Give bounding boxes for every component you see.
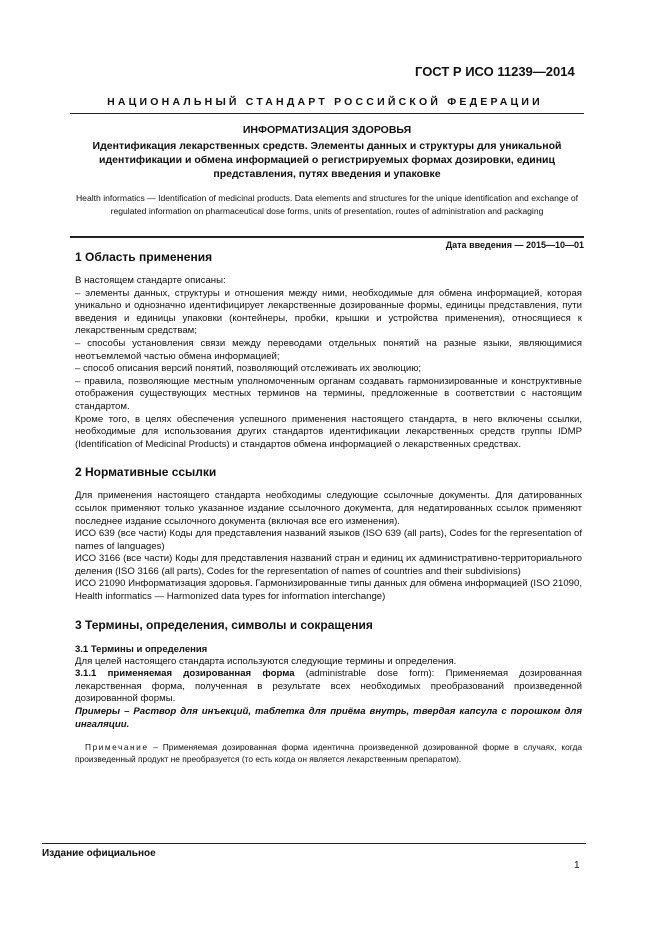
title-block (70, 124, 584, 217)
introduction-date: Дата введения — 2015—10—01 (445, 240, 584, 250)
term-number: 3.1.1 (75, 668, 97, 680)
normative-reference: ИСО 21090 Информатизация здоровья. Гармонизированные типы данных для обмена информацией (ISO 21090, Health informatics — Harmonized data types for information interchange) (75, 578, 582, 603)
section-1-list-item: – правила, позволяющие местным уполномоченным органам создавать гармонизированные и конструктивные отображения существующих местных терминов на термины, предложенные в соответствии с настоящим стандартом. (75, 375, 582, 412)
body-column (75, 245, 582, 765)
national-standard-banner: НАЦИОНАЛЬНЫЙ СТАНДАРТ РОССИЙСКОЙ ФЕДЕРАЦИИ (107, 96, 543, 108)
title-subtitle: Идентификация лекарственных средств. Элементы данных и структуры для уникальной идентификации и обмена информацией о регистрируемых формах дозировки, единиц представления, путях введения и упаковке (92, 140, 562, 180)
term-examples (75, 706, 582, 731)
section-1-paragraph: Кроме того, в целях обеспечения успешного применения настоящего стандарта, в него включены ссылки, необходимые для использования других стандартов идентификации лекарственных средств группы IDMP (Identification of Medicinal Products) и стандартов обмена информацией о лекарственных средствах. (75, 413, 582, 450)
section-3-paragraph: Для целей настоящего стандарта используются следующие термины и определения. (75, 655, 457, 667)
standard-code: ГОСТ Р ИСО 11239—2014 (415, 64, 575, 79)
subsection-3-1-heading: 3.1 Термины и определения (75, 643, 208, 655)
section-1-paragraph: В настоящем стандарте описаны: (75, 275, 226, 286)
header-divider (70, 113, 584, 114)
normative-reference: ИСО 3166 (все части) Коды для представления названий стран и единиц их административно-территориального деления (ISO 3166 (all parts), Codes for the representation of names of countries and their subdivisions) (75, 553, 582, 577)
page-number: 1 (574, 860, 580, 871)
section-3-heading: 3 Термины, определения, символы и сокращения (75, 617, 373, 632)
title-english: Health informatics — Identification of medicinal products. Data elements and structures for the unique identification and exchange of regulated information on pharmaceutical dose forms, units of presentation, routes of administration and packaging (75, 193, 579, 216)
examples-text: Раствор для инъекций, таблетка для приёма внутрь, твердая капсула с порошком для ингаляции. (75, 706, 582, 730)
edition-label: Издание официальное (42, 848, 156, 859)
term-name: применяемая дозированная форма (107, 668, 295, 680)
section-1-list-item: – способ описания версий понятий, позволяющий отслеживать их эволюцию; (75, 363, 422, 375)
section-1-list-item: – способы установления связи между переводами отдельных понятий на разные языки, являющимися неотъемлемой частью обмена информацией; (75, 337, 582, 362)
section-2-heading: 2 Нормативные ссылки (75, 465, 217, 480)
term-note (75, 741, 582, 765)
normative-reference: ИСО 639 (все части) Коды для представления названий языков (ISO 639 (all parts), Codes for the representation of names of languages) (75, 528, 582, 552)
term-definition-text: (administrable dose form): Применяемая дозированная лекарственная форма, полученная в результате всех необходимых преобразований произведенной дозированной формы. (75, 668, 582, 705)
term-definition (75, 668, 582, 706)
section-1-heading: 1 Область применения (75, 250, 213, 264)
note-label: Примечание (85, 742, 149, 753)
title-divider (70, 236, 584, 238)
title-main: ИНФОРМАТИЗАЦИЯ ЗДОРОВЬЯ (242, 124, 412, 136)
section-1-list-item: – элементы данных, структуры и отношения между ними, необходимые для обмена информацией, которая уникально и однозначно идентифицирует лекарственные дозированные формы, единицы представления, пути введения и единицы упаковки (контейнеры, пробки, крышки и устройства применения), относящиеся к лекарственным средствам; (75, 287, 582, 337)
footer-divider (42, 843, 586, 844)
examples-label: Примеры – (75, 706, 130, 718)
section-2-paragraph: Для применения настоящего стандарта необходимы следующие ссылочные документы. Для датированных ссылок применяют только указанное издание ссылочного документа, для недатированных ссылок применяют последнее издание ссылочного документа (включая все его изменения). (75, 490, 582, 527)
note-text: – Применяемая дозированная форма идентична произведенной дозированной форме в случаях, когда произведенный продукт не преобразуется (то есть когда он является лекарственным препаратом). (75, 742, 582, 765)
